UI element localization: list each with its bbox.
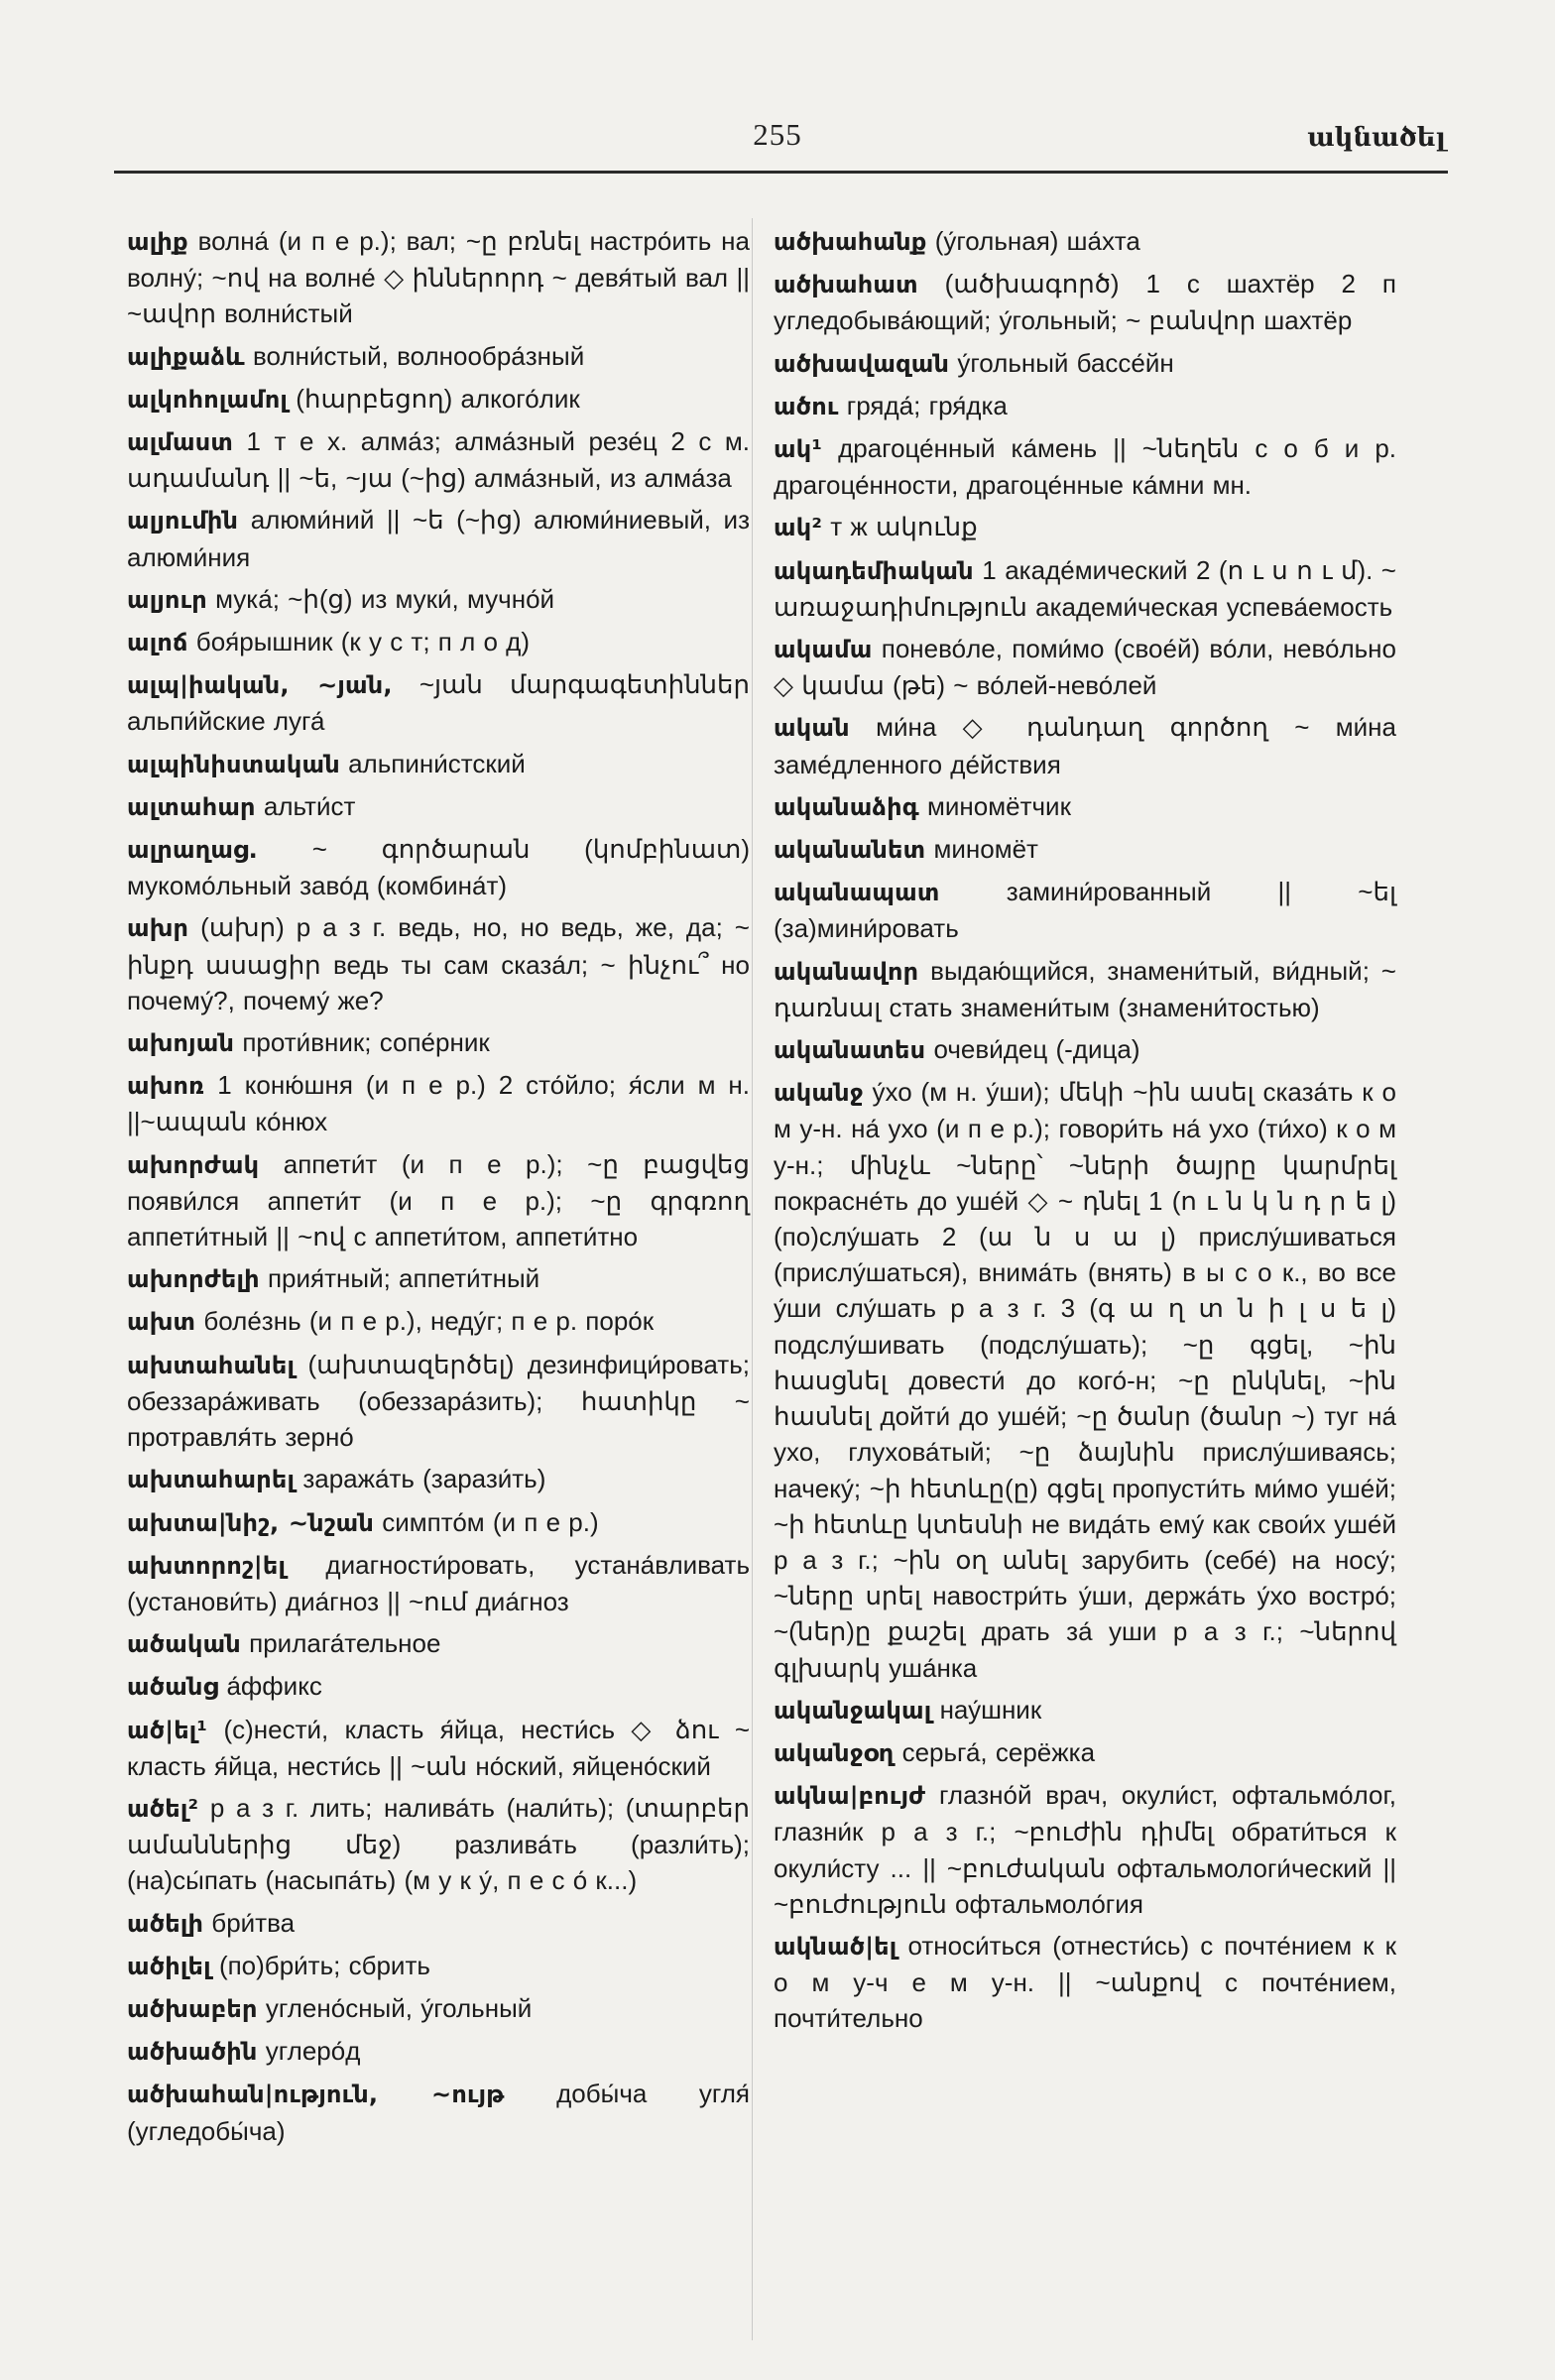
dictionary-entry (127, 1146, 759, 1255)
entry-definition: гряда́; гря́дка (838, 390, 1008, 420)
entry-definition: а́ффикс (218, 1671, 322, 1702)
dictionary-entry (774, 874, 1405, 946)
entry-headword: ախտորոշ|ել (127, 1551, 287, 1580)
entry-headword: ական (774, 714, 850, 743)
entry-headword: ածելի (127, 1909, 204, 1938)
entry-headword: ակադեմիական (774, 556, 974, 585)
dictionary-entry (127, 624, 750, 660)
entry-definition: нау́шник (931, 1694, 1042, 1725)
dictionary-entry (127, 1712, 759, 1784)
entry-headword: ականատես (774, 1036, 926, 1065)
entry-definition: углеро́д (257, 2036, 361, 2067)
entry-headword: ալիքաձև (127, 342, 245, 371)
entry-definition: мука́; ~ի(ց) из муки́, мучно́й (206, 583, 555, 614)
dictionary-entry (127, 502, 759, 574)
entry-definition: (ածխագործ) 1 с шахтёр 2 п угледобыва́ющий; у́гольный; ~ բանվոր шахтёр (774, 269, 1405, 336)
dictionary-entry (127, 1948, 750, 1984)
entry-headword: ալտահար (127, 792, 256, 821)
dictionary-entry (774, 788, 1396, 825)
entry-definition: ~ գործարան (կոմբինատ) мукомо́льный заво́д (комбина́т) (127, 834, 759, 901)
entry-definition: (по)бри́ть; сбрить (210, 1950, 430, 1980)
running-head: ակնածել (1307, 123, 1446, 152)
entry-definition: р а з г. лить; налива́ть (нали́ть); (տարբեր ամաններից մեջ) разлива́ть (разли́ть); (на)сы́пать (насыпа́ть) (м у к у́, п е с о́ к...) (127, 1792, 759, 1896)
entry-definition: волна́ (и п е р.); вал; ~ը բռնել настро́ить на волну́; ~ով на волне́ ◇ իններորդ ~ девя́тый вал || ~ավոր волни́стый (127, 226, 759, 329)
entry-definition: драгоце́нный ка́мень || ~նեղեն с о б и р. драгоце́нности, драгоце́нные ка́мни мн. (774, 433, 1405, 501)
dictionary-entry (774, 1928, 1405, 2037)
entry-headword: ածել² (127, 1794, 199, 1823)
entry-definition: очеви́дец (-дица) (925, 1034, 1140, 1065)
dictionary-entry (774, 1074, 1405, 1685)
entry-definition: (с)нести́, класть я́йца, нести́сь ◇ ձու ~ класть я́йца, нести́сь || ~ան но́ский, яйцено́ский (127, 1714, 759, 1781)
entry-definition: бри́тва (203, 1907, 296, 1938)
dictionary-entry (127, 1668, 750, 1705)
entry-definition: проти́вник; сопе́рник (234, 1027, 490, 1058)
entry-definition: понево́ле, поми́мо (свое́й) во́ли, нево́льно ◇ կամա (թե) ~ во́лей-нево́лей (774, 634, 1405, 701)
entry-headword: ածխավազան (774, 349, 950, 378)
dictionary-entry (127, 1790, 759, 1899)
entry-definition: относи́ться (отнести́сь) с почте́нием к к о м у-ч е м у-н. || ~անքով с почте́нием, почти́тельно (774, 1930, 1405, 2034)
dictionary-entry (127, 1461, 750, 1497)
dictionary-entry (774, 1692, 1396, 1728)
dictionary-entry (127, 831, 759, 903)
entry-definition: альти́ст (255, 790, 356, 821)
entry-headword: ախոյան (127, 1029, 235, 1058)
dictionary-entry (127, 788, 750, 825)
dictionary-entry (774, 953, 1405, 1025)
entry-headword: ականապատ (774, 879, 940, 907)
entry-definition: т ж ակունք (822, 512, 978, 542)
entry-headword: ականջակալ (774, 1696, 932, 1725)
entry-headword: ականջ (774, 1079, 864, 1108)
entry-definition: (ախր) р а з г. ведь, но, но ведь, же, да; ~ ինքդ ասացիր ведь ты сам сказа́л; ~ ինչու՞ но почему́?, почему́ же? (127, 912, 759, 1015)
dictionary-entry (127, 666, 759, 739)
entry-headword: ախտա|նիշ, ~նշան (127, 1508, 374, 1537)
entry-definition: альпини́стский (339, 748, 526, 778)
entry-headword: ալպ|իական, ~յան, (127, 671, 393, 700)
entry-definition: ми́на ◇ դանդաղ գործող ~ ми́на заме́дленного де́йствия (774, 712, 1405, 779)
dictionary-entry (774, 345, 1396, 382)
entry-headword: ակ¹ (774, 435, 823, 464)
entry-definition: 1 т е х. алма́з; алма́зный резе́ц 2 с м. ադամանդ || ~ե, ~յա (~ից) алма́зный, из алма́за (127, 426, 759, 494)
entry-headword: ալրաղաց. (127, 836, 258, 865)
entry-definition: добы́ча угля́ (угледобы́ча) (127, 2079, 759, 2146)
dictionary-entry (774, 1734, 1396, 1771)
dictionary-entry (127, 1625, 750, 1662)
entry-headword: ալկոհոլամոլ (127, 385, 289, 414)
entry-headword: ակամա (774, 636, 873, 664)
entry-definition: миномётчик (918, 790, 1071, 821)
dictionary-entry (127, 223, 759, 332)
entry-definition: миномёт (925, 834, 1038, 865)
entry-headword: ախոռ (127, 1072, 205, 1101)
entry-headword: ածխահատ (774, 271, 918, 299)
dictionary-entry (127, 1024, 750, 1061)
page-number: 255 (753, 117, 802, 152)
dictionary-entry (774, 509, 1396, 545)
dictionary-entry (774, 709, 1405, 781)
entry-headword: ածխածին (127, 2038, 258, 2067)
entry-headword: ականաձիգ (774, 792, 919, 821)
entry-headword: ականանետ (774, 836, 926, 865)
header-rule (114, 171, 1448, 174)
dictionary-entry (127, 2033, 750, 2070)
entry-headword: ախտահանել (127, 1351, 296, 1379)
dictionary-entry (127, 909, 759, 1018)
dictionary-entry (774, 831, 1396, 868)
entry-definition: аппети́т (и п е р.); ~ը բացվեց появи́лся аппети́т (и п е р.); ~ը գրգռող аппети́тный || ~ով с аппети́том, аппети́тно (127, 1148, 759, 1252)
entry-headword: ածու (774, 392, 839, 420)
entry-headword: ակնած|ել (774, 1932, 897, 1961)
entry-headword: ախորժակ (127, 1150, 260, 1179)
dictionary-entry (127, 1504, 750, 1541)
right-column (774, 223, 1405, 2043)
entry-definition: 1 коню́шня (и п е р.) 2 сто́йло; я́сли м н. ||~ապան ко́нюх (127, 1070, 759, 1137)
entry-headword: ալիք (127, 228, 188, 256)
entry-definition: заража́ть (зарази́ть) (295, 1464, 546, 1494)
entry-definition: симпто́м (и п е р.) (374, 1506, 599, 1537)
dictionary-entry (774, 388, 1396, 424)
entry-definition: 1 акаде́мический 2 (ո ւ ս ո ւ մ). ~ առաջադիմություն академи́ческая успева́емость (774, 554, 1405, 622)
entry-headword: ախտահարել (127, 1466, 296, 1494)
entry-definition: у́гольный бассе́йн (949, 347, 1174, 378)
entry-definition: боя́рышник (к у с т; п л о д) (187, 627, 530, 657)
entry-headword: ալոճ (127, 629, 188, 657)
left-column (127, 223, 759, 2155)
entry-definition: (հարբեցող) алкого́лик (288, 383, 580, 414)
dictionary-entry (127, 746, 750, 782)
entry-headword: ած|ել¹ (127, 1716, 208, 1744)
entry-definition: волни́стый, волнообра́зный (244, 340, 585, 371)
dictionary-entry (774, 430, 1405, 503)
entry-definition: углено́сный, у́гольный (257, 1992, 533, 2023)
entry-definition: глазно́й врач, окули́ст, офтальмо́лог, глазни́к р а з г.; ~բուժին դիմել обрати́ться к окули́сту ... || ~բուժական офтальмологи́ческий || ~բուժություն офтальмоло́гия (774, 1780, 1405, 1919)
entry-definition: (ախտազերծել) дезинфици́ровать; обеззара́живать (обеззара́зить); հատիկը ~ протравля́ть зерно́ (127, 1349, 759, 1453)
entry-headword: ախորժելի (127, 1265, 260, 1294)
entry-headword: ածխաբեր (127, 1994, 258, 2023)
dictionary-entry (127, 1347, 759, 1456)
dictionary-entry (127, 1547, 759, 1619)
entry-definition: ~յան մարգագետիններ альпи́йские луга́ (127, 669, 759, 737)
dictionary-entry (774, 223, 1396, 260)
entry-headword: ածիլել (127, 1952, 211, 1980)
dictionary-entry (127, 1303, 750, 1340)
entry-headword: ածխահանք (774, 228, 927, 256)
dictionary-entry (774, 631, 1405, 703)
entry-definition: прилага́тельное (240, 1628, 441, 1659)
entry-definition: замини́рованный || ~ել (за)мини́ровать (774, 877, 1405, 944)
entry-headword: ակնա|բույժ (774, 1782, 926, 1811)
entry-definition: алюми́ний || ~ե (~ից) алюми́ниевый, из алюми́ния (127, 505, 759, 572)
dictionary-entry (774, 1031, 1396, 1068)
entry-definition: диагности́ровать, устана́вливать (установи́ть) диа́гноз || ~ում диа́гноз (127, 1549, 759, 1616)
dictionary-entry (774, 552, 1405, 625)
entry-definition: выдаю́щийся, знамени́тый, ви́дный; ~ դառնալ стать знамени́тым (знамени́тостью) (774, 955, 1405, 1022)
entry-definition: серьга́, серёжка (894, 1736, 1096, 1767)
entry-definition: прия́тный; аппети́тный (259, 1263, 540, 1294)
dictionary-entry (127, 581, 750, 618)
dictionary-entry (127, 1990, 750, 2027)
column-divider (752, 218, 753, 2340)
dictionary-entry (127, 1260, 750, 1297)
entry-headword: ալմաստ (127, 428, 233, 457)
entry-definition: (у́гольная) ша́хта (926, 226, 1140, 256)
entry-headword: ալյումին (127, 507, 239, 536)
entry-headword: ախր (127, 914, 189, 943)
entry-definition: у́хо (м н. у́ши); մեկի ~ին ասել сказа́ть к о м у-н. на́ ухо (и п е р.); говори́ть на́ ухо (ти́хо) к о м у-н.; մինչև ~ները՝ ~ների ծայրը կարմրել покрасне́ть до уше́й ◇ ~ դնել 1 (ո ւ ն կ ն դ ր ե լ) (по)слу́шать 2 (ա ն ս ա լ) прислу́шиваться (прислу́шаться), внима́ть (внять) в ы с о к., во все у́ши слу́шать р а з г. 3 (գ ա ղ տ ն ի լ ս ե լ) подслу́шивать (подслу́шать); ~ը գցել, ~ին հասցնել довести́ до кого́-н; ~ը ընկնել, ~ին հասնել дойти́ до уше́й; ~ը ծանր (ծանր ~) туг на́ ухо, глухова́тый; ~ը ձայնին прислу́шиваясь; начеку́; ~ի հետևը(ը) գցել пропусти́ть ми́мо уше́й; ~ի հետևը կտեսնի не вида́ть ему́ как свои́х уше́й р а з г.; ~ին օղ անել зарубить (себе́) на носу́; ~ները սրել навостри́ть у́ши, держа́ть у́хо востро́; ~(ներ)ը քաշել драть за́ уши р а з г.; ~ներով գլխարկ уша́нка (774, 1077, 1405, 1683)
entry-headword: ալպինիստական (127, 750, 340, 778)
dictionary-entry (127, 1067, 759, 1139)
dictionary-entry (127, 2076, 759, 2148)
dictionary-entry (127, 338, 750, 375)
dictionary-entry (774, 266, 1405, 338)
entry-headword: ածանց (127, 1673, 219, 1702)
dictionary-entry (127, 1905, 750, 1942)
entry-headword: ակ² (774, 514, 823, 542)
entry-headword: ականավոր (774, 957, 919, 986)
entry-headword: ածխահան|ություն, ~ույթ (127, 2081, 505, 2109)
dictionary-entry (127, 381, 750, 417)
entry-headword: ալյուր (127, 585, 207, 614)
dictionary-entry (127, 423, 759, 496)
entry-headword: ախտ (127, 1308, 196, 1337)
entry-headword: ածական (127, 1630, 241, 1659)
entry-headword: ականջօղ (774, 1738, 895, 1767)
dictionary-entry (774, 1777, 1405, 1922)
entry-definition: боле́знь (и п е р.), неду́г; п е р. поро́к (195, 1306, 655, 1337)
